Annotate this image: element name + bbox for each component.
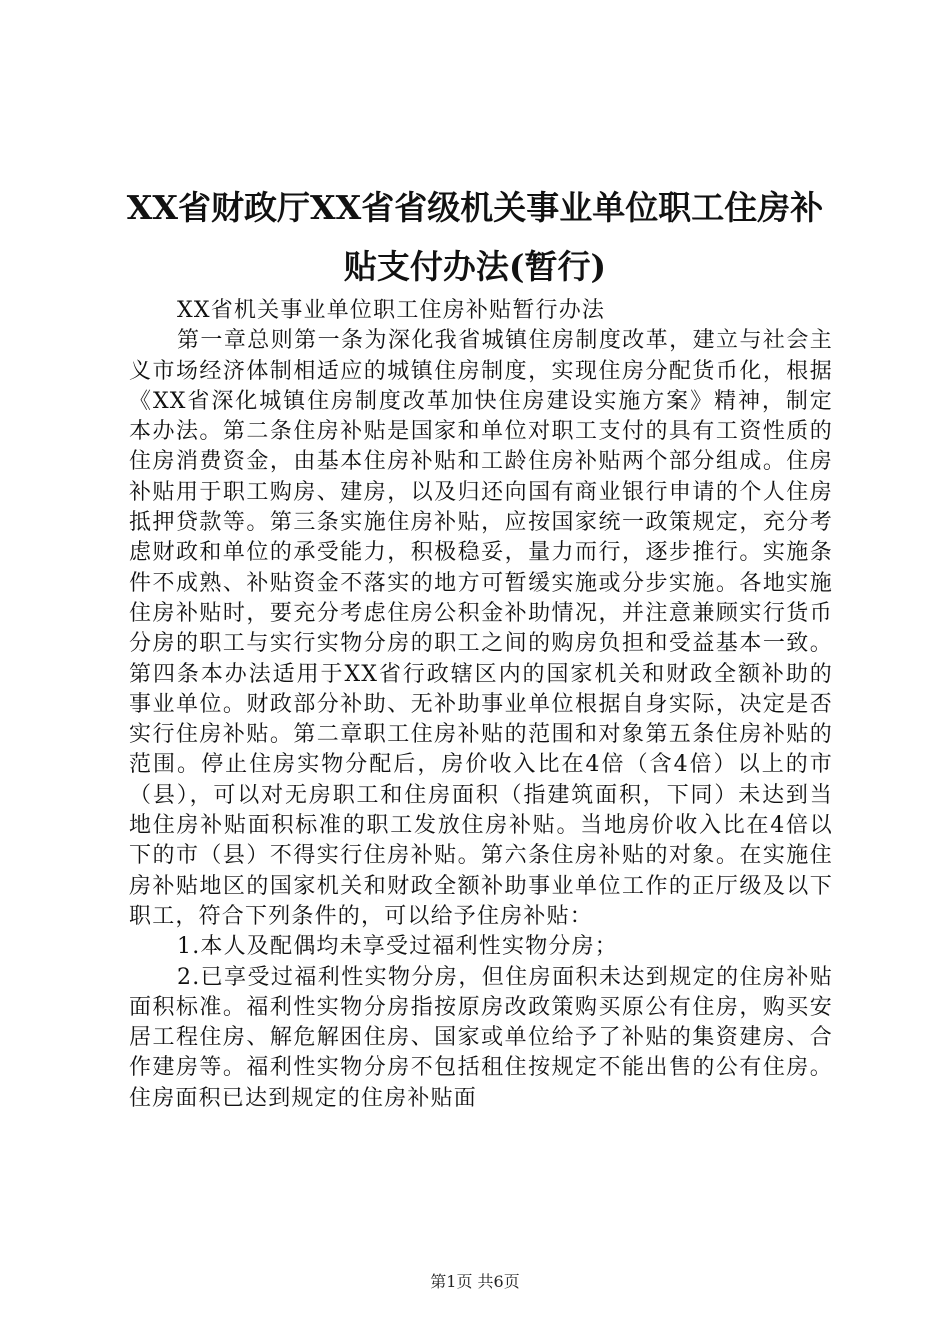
document-body [129,296,833,1114]
page-footer: 第1页 共6页 [430,1272,520,1291]
body-paragraph: 2.已享受过福利性实物分房，但住房面积未达到规定的住房补贴面积标准。福利性实物分房指按原房改政策购买原公有住房，购买安居工程住房、解危解困住房、国家或单位给予了补贴的集资建房、合作建房等。福利性实物分房不包括租住按规定不能出售的公有住房。住房面积已达到规定的住房补贴面 [129,964,833,1111]
document-subtitle: XX省机关事业单位职工住房补贴暂行办法 [177,298,606,323]
document-title: XX省财政厅XX省省级机关事业单位职工住房补贴支付办法(暂行) [126,188,824,286]
body-paragraph: 1.本人及配偶均未享受过福利性实物分房； [177,934,618,960]
body-paragraph: 第一章总则第一条为深化我省城镇住房制度改革，建立与社会主义市场经济体制相适应的城镇住房制度，实现住房分配货币化，根据《XX省深化城镇住房制度改革加快住房建设实施方案》精神，制定本办法。第二条住房补贴是国家和单位对职工支付的具有工资性质的住房消费资金，由基本住房补贴和工龄住房补贴两个部分组成。住房补贴用于职工购房、建房，以及归还向国有商业银行申请的个人住房抵押贷款等。第三条实施住房补贴，应按国家统一政策规定，充分考虑财政和单位的承受能力，积极稳妥，量力而行，逐步推行。实施条件不成熟、补贴资金不落实的地方可暂缓实施或分步实施。各地实施住房补贴时，要充分考虑住房公积金补助情况，并注意兼顾实行货币分房的职工与实行实物分房的职工之间的购房负担和受益基本一致。第四条本办法适用于XX省行政辖区内的国家机关和财政全额补助的事业单位。财政部分补助、无补助事业单位根据自身实际，决定是否实行住房补贴。第二章职工住房补贴的范围和对象第五条住房补贴的范围。停止住房实物分配后，房价收入比在4倍（含4倍）以上的市（县），可以对无房职工和住房面积（指建筑面积，下同）未达到当地住房补贴面积标准的职工发放住房补贴。当地房价收入比在4倍以下的市（县）不得实行住房补贴。第六条住房补贴的对象。在实施住房补贴地区的国家机关和财政全额补助事业单位工作的正厅级及以下职工，符合下列条件的，可以给予住房补贴： [129,328,833,929]
